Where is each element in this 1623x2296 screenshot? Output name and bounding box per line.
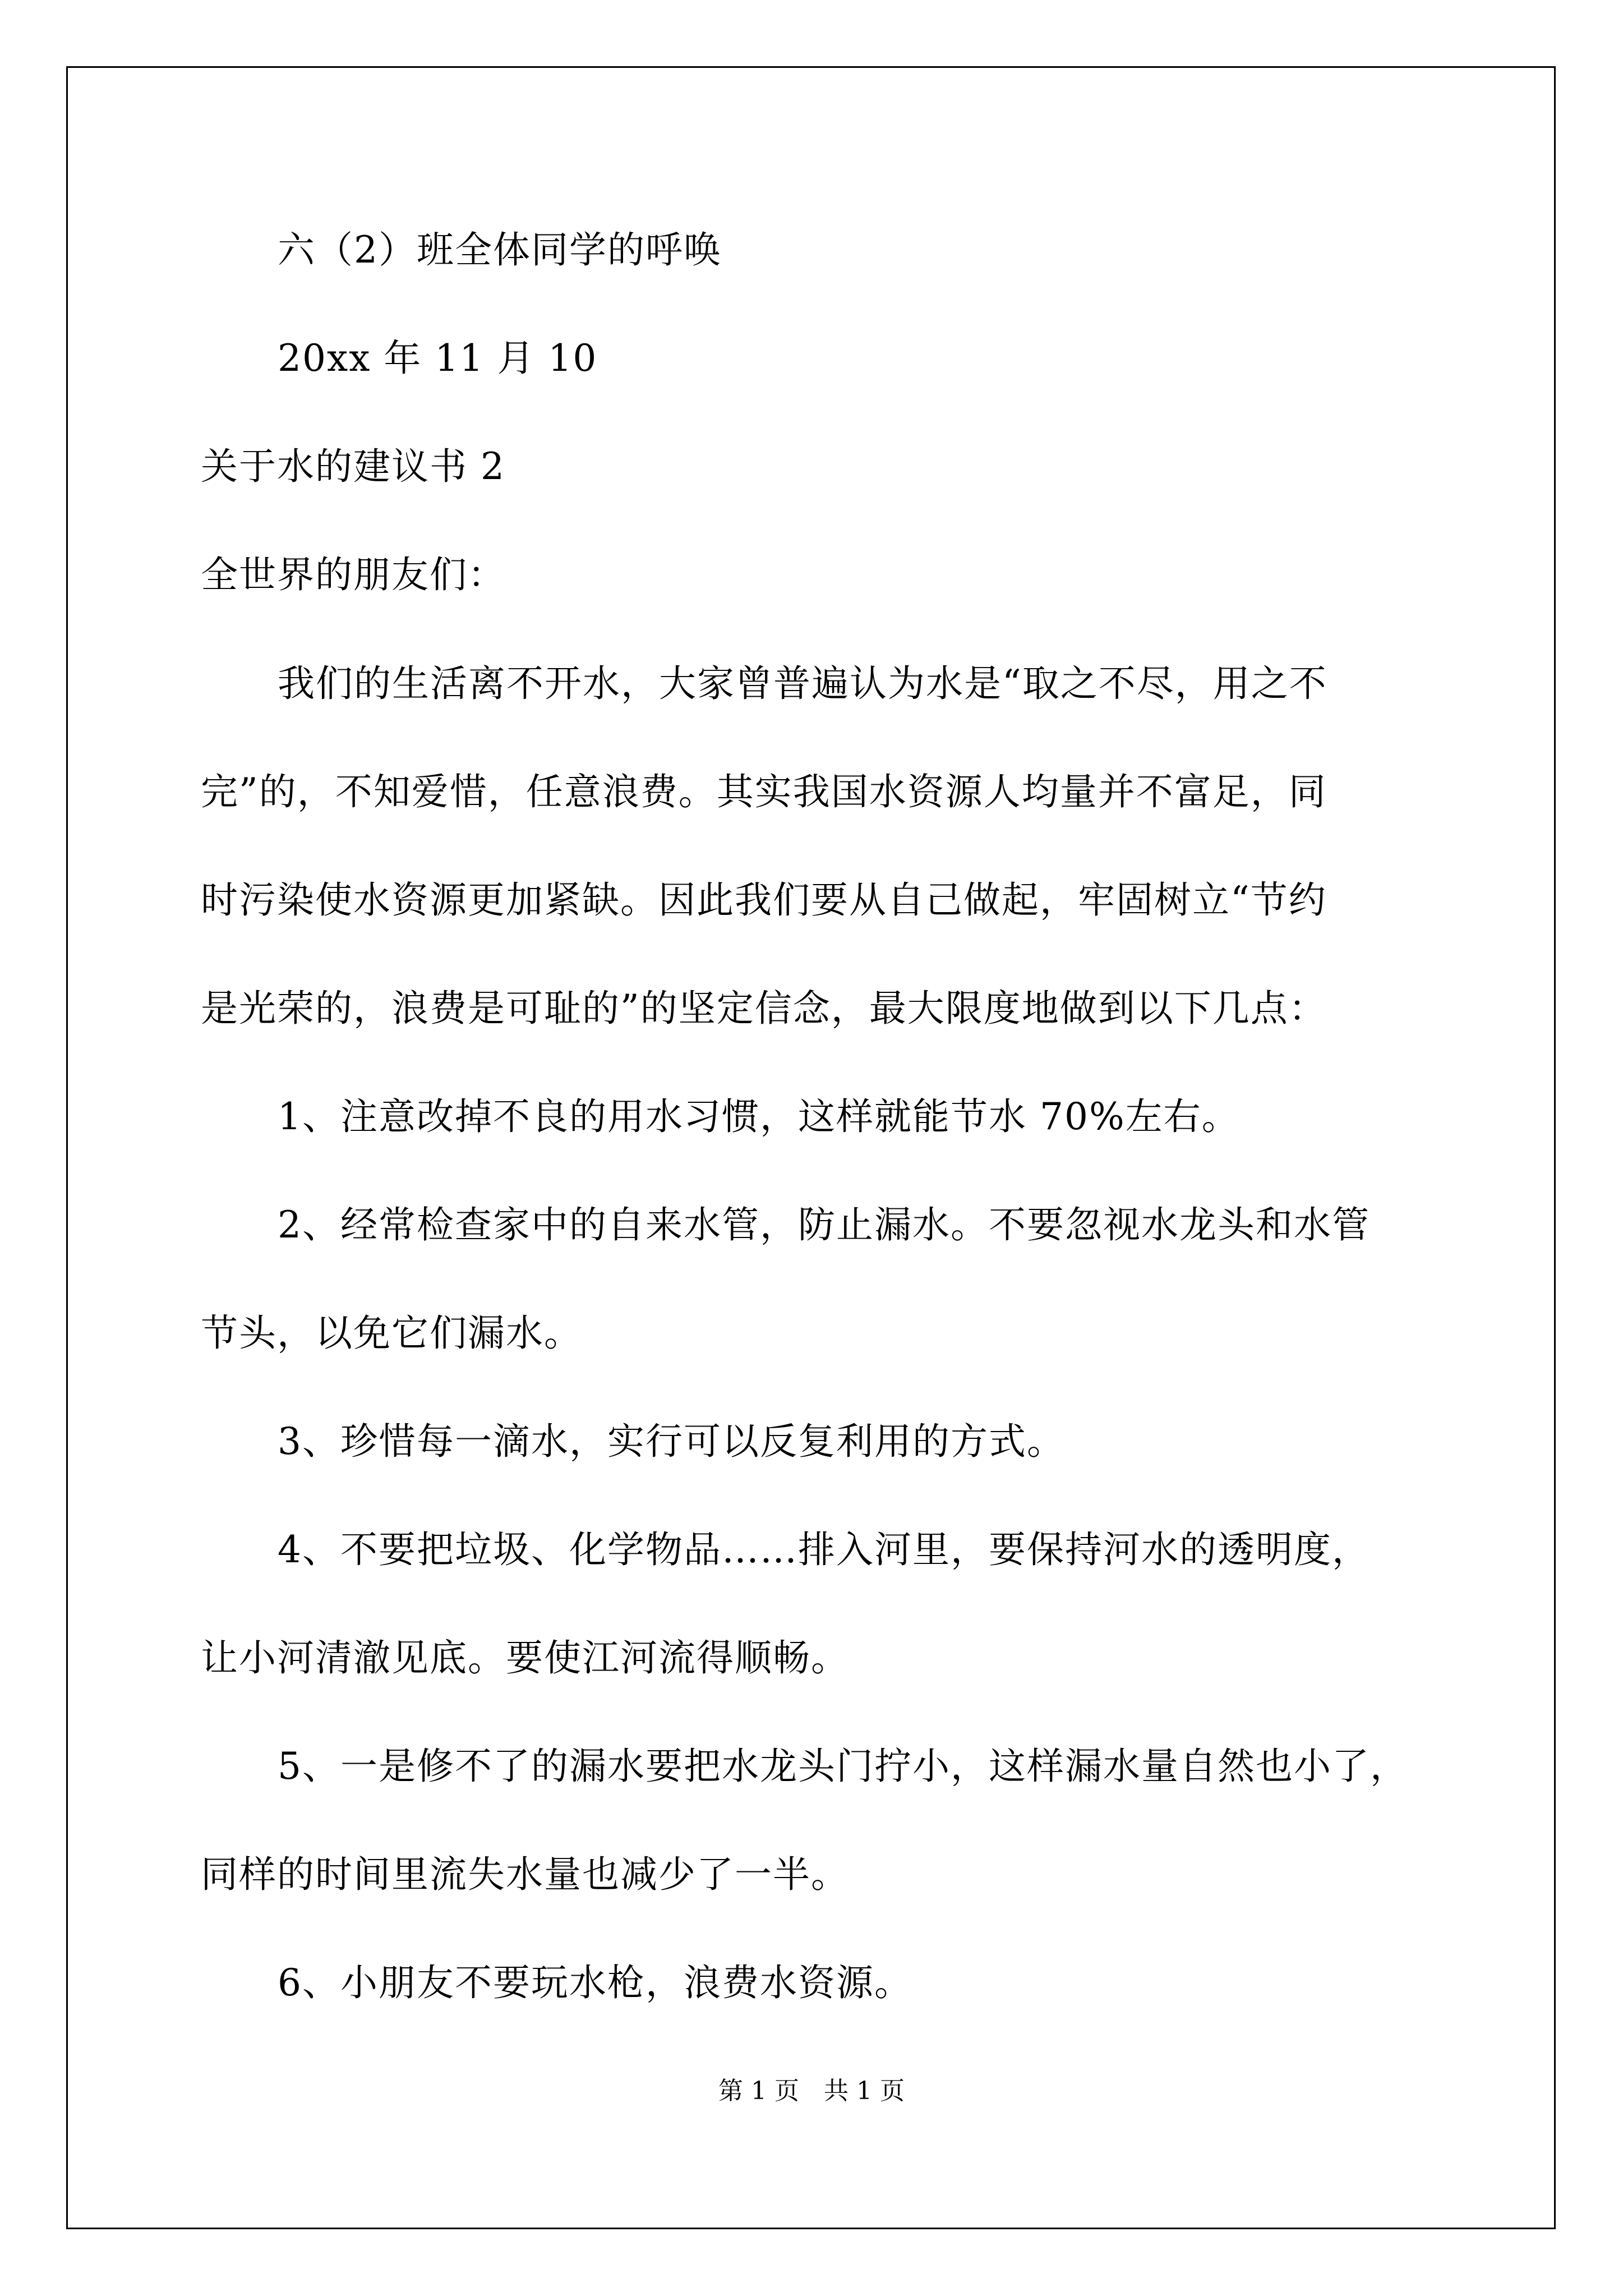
body-line: 是光荣的，浪费是可耻的”的坚定信念，最大限度地做到以下几点： — [201, 987, 1327, 1030]
document-title: 关于水的建议书 2 — [201, 445, 505, 488]
body-line: 时污染使水资源更加紧缺。因此我们要从自己做起，牢固树立“节约 — [201, 878, 1327, 922]
page-border — [66, 66, 1556, 2229]
list-item: 2、经常检查家中的自来水管，防止漏水。不要忽视水龙头和水管 — [278, 1203, 1370, 1246]
list-item-continuation: 节头，以免它们漏水。 — [201, 1312, 582, 1355]
list-item: 4、不要把垃圾、化学物品……排入河里，要保持河水的透明度， — [278, 1528, 1370, 1571]
list-item-continuation: 让小河清澈见底。要使江河流得顺畅。 — [201, 1636, 849, 1680]
list-item: 6、小朋友不要玩水枪，浪费水资源。 — [278, 1961, 912, 2004]
list-item: 5、一是修不了的漏水要把水龙头门拧小，这样漏水量自然也小了， — [278, 1745, 1408, 1788]
page-footer: 第 1 页 共 1 页 — [718, 2077, 905, 2105]
salutation: 全世界的朋友们： — [201, 553, 506, 596]
body-line: 我们的生活离不开水，大家曾普遍认为水是“取之不尽，用之不 — [278, 662, 1327, 705]
date-line: 20xx 年 11 月 10 — [278, 337, 598, 380]
body-line: 完”的，不知爱惜，任意浪费。其实我国水资源人均量并不富足，同 — [201, 770, 1327, 813]
signature-line: 六（2）班全体同学的呼唤 — [278, 228, 722, 272]
list-item: 3、珍惜每一滴水，实行可以反复利用的方式。 — [278, 1420, 1065, 1463]
list-item: 1、注意改掉不良的用水习惯，这样就能节水 70%左右。 — [278, 1095, 1240, 1138]
list-item-continuation: 同样的时间里流失水量也减少了一半。 — [201, 1853, 849, 1896]
